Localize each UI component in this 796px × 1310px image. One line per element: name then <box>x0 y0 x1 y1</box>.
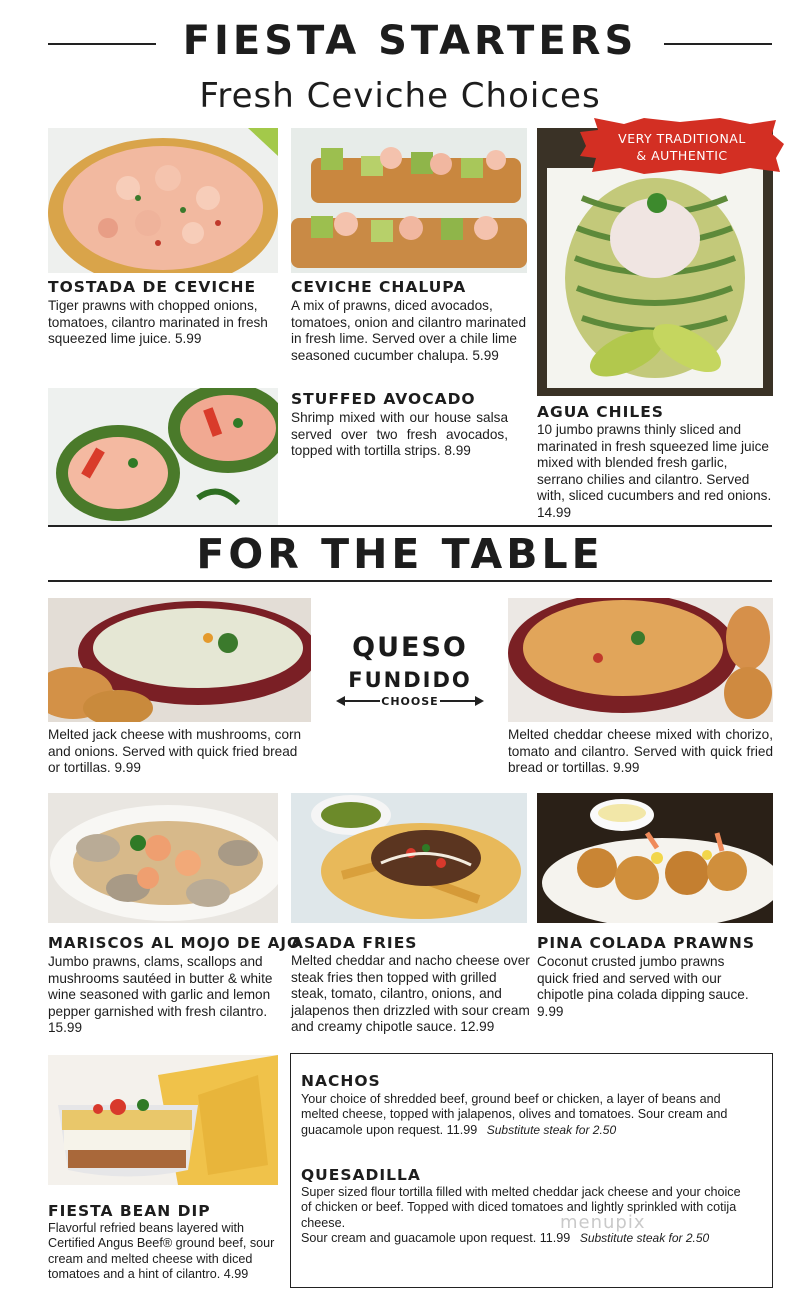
tostada-name: TOSTADA DE CEVICHE <box>48 278 257 296</box>
bean-dip-desc: Flavorful refried beans layered with Certified Angus Beef® ground beef, sour cream and melted cheese with diced tomatoes and a hint of cilantro. 4.99 <box>48 1221 275 1282</box>
stuffed-avocado-photo <box>48 388 278 526</box>
header-rule-right <box>664 43 772 45</box>
agua-chiles-desc: 10 jumbo prawns thinly sliced and marinated in fresh squeezed lime juice mixed with blended fresh garlic, serrano chilies and cilantro. Served with, sliced cucumbers and red onions. 14.99 <box>537 422 772 520</box>
pina-colada-desc: Coconut crusted jumbo prawns quick fried and served with our chipotle pina colada dipping sauce. 9.99 <box>537 954 749 1019</box>
mariscos-photo <box>48 793 278 923</box>
queso-jack-photo <box>48 598 311 722</box>
bean-dip-name: FIESTA BEAN DIP <box>48 1202 211 1220</box>
queso-jack-desc: Melted jack cheese with mushrooms, corn and onions. Served with quick fried bread or tortillas. 9.99 <box>48 727 302 776</box>
queso-line2: FUNDIDO <box>348 668 472 692</box>
choose-arrow-left-icon <box>336 693 380 709</box>
stuffed-avocado-desc: Shrimp mixed with our house salsa served over two fresh avocados, topped with tortilla strips. 8.99 <box>291 410 508 459</box>
agua-chiles-name: AGUA CHILES <box>537 403 664 421</box>
asada-fries-name: ASADA FRIES <box>291 934 418 952</box>
page-subtitle: Fresh Ceviche Choices <box>199 76 601 116</box>
chalupa-photo <box>291 128 527 273</box>
badge-line1: VERY TRADITIONAL <box>618 131 746 146</box>
chalupa-desc: A mix of prawns, diced avocados, tomatoes, onion and cilantro marinated in fresh lime. Served over a chile lime seasoned cucumber chalupa. 5.99 <box>291 298 527 363</box>
quesadilla-desc: Super sized flour tortilla filled with melted cheddar jack cheese and your choice of chicken or beef. Topped with diced tomatoes and lightly sprinkled with cotija cheese. <box>301 1185 741 1230</box>
stuffed-avocado-name: STUFFED AVOCADO <box>291 390 476 408</box>
header-rule-left <box>48 43 156 45</box>
queso-line1: QUESO <box>352 632 468 663</box>
section-title: FOR THE TABLE <box>196 530 604 578</box>
nachos-desc <box>301 1092 756 1138</box>
queso-cheddar-desc: Melted cheddar cheese mixed with chorizo, tomato and cilantro. Served with quick fried bread or tortillas. 9.99 <box>508 727 773 776</box>
mariscos-name: MARISCOS AL MOJO DE AJO <box>48 934 301 952</box>
badge-line2: & AUTHENTIC <box>636 148 728 163</box>
tostada-desc: Tiger prawns with chopped onions, tomatoes, cilantro marinated in fresh squeezed lime juice. 5.99 <box>48 298 268 347</box>
section-rule-top <box>48 525 772 527</box>
mariscos-desc: Jumbo prawns, clams, scallops and mushrooms sautéed in butter & white wine seasoned with garlic and lemon pepper garnished with fresh cilantro. 15.99 <box>48 954 273 1036</box>
traditional-badge <box>580 118 784 174</box>
tostada-photo <box>48 128 278 273</box>
watermark: menupix <box>560 1212 646 1233</box>
asada-fries-photo <box>291 793 527 923</box>
choose-arrow-right-icon <box>440 693 484 709</box>
nachos-desc-text: Your choice of shredded beef, ground beef or chicken, a layer of beans and melted cheese, topped with jalapenos, olives and tomatoes. Sour cream and guacamole upon request. 11.99 <box>301 1092 728 1137</box>
nachos-note: Substitute steak for 2.50 <box>486 1122 617 1137</box>
chalupa-name: CEVICHE CHALUPA <box>291 278 467 296</box>
pina-colada-name: PINA COLADA PRAWNS <box>537 934 756 952</box>
choose-label: CHOOSE <box>381 695 439 708</box>
asada-fries-desc: Melted cheddar and nacho cheese over steak fries then topped with grilled steak, tomato, cilantro, onions, and jalapenos then drizzled with sour cream and creamy chipotle sauce. 12.99 <box>291 953 530 1035</box>
nachos-name: NACHOS <box>301 1072 381 1090</box>
quesadilla-note: Substitute steak for 2.50 <box>579 1231 710 1245</box>
pina-colada-photo <box>537 793 773 923</box>
bean-dip-photo <box>48 1055 278 1185</box>
page-title: FIESTA STARTERS <box>182 18 638 64</box>
quesadilla-desc2 <box>301 1231 761 1246</box>
quesadilla-desc2-text: Sour cream and guacamole upon request. 11.99 <box>301 1231 571 1245</box>
section-rule-bottom <box>48 580 772 582</box>
queso-cheddar-photo <box>508 598 773 722</box>
quesadilla-name: QUESADILLA <box>301 1166 421 1184</box>
